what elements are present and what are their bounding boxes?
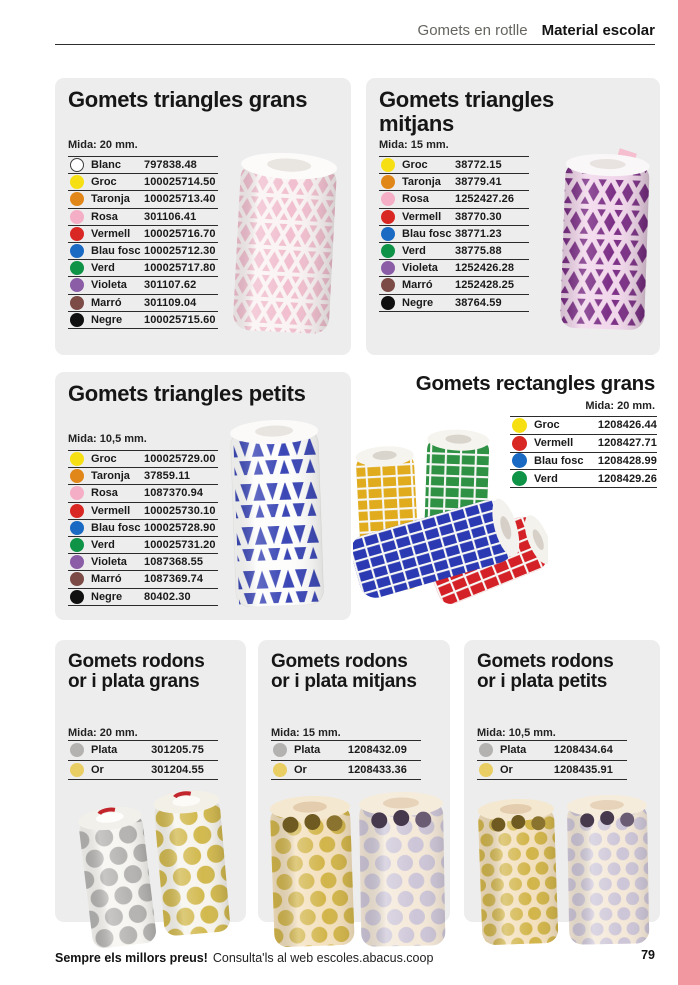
color-name: Vermell: [91, 227, 131, 240]
color-name: Negre: [91, 313, 123, 326]
product-code: 80402.30: [144, 590, 191, 603]
product-code: 38771.23: [455, 227, 502, 240]
color-name: Blau fosc: [91, 521, 141, 534]
product-card-rodons-mitjans: [258, 640, 450, 922]
product-title: Gomets rodons or i plata mitjans: [271, 651, 417, 693]
color-name: Taronja: [91, 470, 130, 483]
table-row: [68, 311, 218, 328]
product-card-triangles-mitjans: [366, 78, 660, 355]
color-swatch: [273, 763, 287, 777]
color-name: Plata: [91, 744, 118, 757]
breadcrumb: Gomets en rotlle: [417, 22, 528, 39]
product-card-rodons-grans: [55, 640, 246, 922]
color-swatch: [381, 261, 395, 275]
table-row: [68, 276, 218, 293]
product-size: Mida: 10,5 mm.: [68, 433, 147, 445]
spec-table: [271, 740, 421, 780]
product-code: 37859.11: [144, 470, 191, 483]
color-swatch: [70, 572, 84, 586]
table-row: [68, 156, 218, 173]
color-name: Verd: [91, 262, 115, 275]
table-row: [68, 173, 218, 190]
product-photo-rectangle-rolls: [353, 420, 548, 625]
table-row: [379, 259, 529, 276]
table-row: [68, 225, 218, 242]
product-size: Mida: 20 mm.: [68, 139, 138, 151]
product-size: Mida: 15 mm.: [271, 727, 341, 739]
color-swatch: [70, 210, 84, 224]
color-swatch: [70, 469, 84, 483]
table-row: [379, 208, 529, 225]
color-swatch: [70, 538, 84, 552]
color-swatch: [70, 313, 84, 327]
product-code: 1208426.44: [597, 419, 657, 432]
table-row: [68, 760, 218, 780]
table-row: [68, 190, 218, 207]
product-code: 1252427.26: [455, 193, 515, 206]
color-swatch: [381, 210, 395, 224]
product-code: 38770.30: [455, 210, 502, 223]
product-code: 1208432.09: [347, 744, 407, 757]
page-edge-accent-bar: [678, 0, 700, 985]
product-code: 1208429.26: [597, 472, 657, 485]
product-photo-blue-triangle-roll: [227, 414, 327, 619]
color-name: Marró: [91, 573, 122, 586]
table-row: [68, 242, 218, 259]
product-code: 1087368.55: [144, 556, 204, 569]
color-name: Vermell: [402, 210, 442, 223]
product-size: Mida: 20 mm.: [585, 400, 655, 412]
color-swatch: [479, 743, 493, 757]
color-swatch: [381, 175, 395, 189]
color-name: Taronja: [402, 176, 441, 189]
product-card-rodons-petits: [464, 640, 660, 922]
page-header: [418, 22, 655, 39]
table-row: [68, 294, 218, 311]
color-name: Groc: [402, 159, 428, 172]
color-swatch: [70, 175, 84, 189]
color-name: Blanc: [91, 159, 121, 172]
table-row: [68, 553, 218, 570]
color-swatch: [479, 763, 493, 777]
product-photo-gold-silver-rolls-small: [470, 786, 656, 955]
product-card-triangles-petits: [55, 372, 351, 620]
table-row: [68, 484, 218, 501]
product-code: 797838.48: [144, 159, 197, 172]
color-name: Violeta: [91, 556, 127, 569]
product-title: Gomets triangles mitjans: [379, 87, 554, 136]
color-name: Blau fosc: [402, 227, 452, 240]
table-row: [379, 276, 529, 293]
color-name: Marró: [91, 296, 122, 309]
color-swatch: [381, 158, 395, 172]
table-row: [68, 519, 218, 536]
product-code: 1087370.94: [144, 487, 204, 500]
table-row: [379, 242, 529, 259]
product-code: 1252428.25: [455, 279, 515, 292]
product-code: 38775.88: [455, 245, 502, 258]
color-swatch: [381, 192, 395, 206]
footer-promo-bold: Sempre els millors preus!: [55, 951, 208, 965]
product-code: 301107.62: [144, 279, 197, 292]
product-code: 1087369.74: [144, 573, 204, 586]
product-size: Mida: 20 mm.: [68, 727, 138, 739]
product-code: 1208434.64: [553, 744, 613, 757]
product-code: 1208427.71: [597, 437, 657, 450]
table-row: [379, 190, 529, 207]
product-title: Gomets triangles grans: [68, 87, 308, 112]
spec-table: [68, 156, 218, 329]
product-code: 100025713.40: [144, 193, 216, 206]
product-code: 100025731.20: [144, 539, 216, 552]
color-swatch: [381, 244, 395, 258]
color-swatch: [381, 227, 395, 241]
color-swatch: [70, 452, 84, 466]
product-photo-gold-silver-rolls: [262, 782, 450, 957]
product-code: 301106.41: [144, 210, 197, 223]
product-photo-silver-gold-rolls: [73, 786, 233, 957]
color-name: Vermell: [91, 504, 131, 517]
product-photo-purple-triangle-roll: [558, 147, 653, 342]
spec-table: [68, 740, 218, 780]
color-name: Groc: [534, 419, 560, 432]
product-card-triangles-grans: [55, 78, 351, 355]
color-name: Plata: [294, 744, 321, 757]
color-swatch: [70, 743, 84, 757]
table-row: [477, 760, 627, 780]
product-code: 38772.15: [455, 159, 502, 172]
product-title: Gomets rodons or i plata petits: [477, 651, 614, 693]
table-row: [68, 259, 218, 276]
table-row: [68, 502, 218, 519]
product-code: 100025729.00: [144, 453, 216, 466]
color-swatch: [273, 743, 287, 757]
color-name: Rosa: [91, 210, 118, 223]
color-swatch: [70, 296, 84, 310]
table-row: [68, 208, 218, 225]
color-swatch: [70, 278, 84, 292]
product-code: 1208435.91: [553, 763, 613, 776]
table-row: [379, 225, 529, 242]
color-name: Verd: [402, 245, 426, 258]
product-code: 100025716.70: [144, 227, 216, 240]
spec-table: [68, 450, 218, 606]
table-row: [68, 536, 218, 553]
table-row: [271, 760, 421, 780]
section-title: Material escolar: [541, 22, 655, 39]
table-row: [271, 740, 421, 760]
color-name: Rosa: [402, 193, 429, 206]
product-code: 100025714.50: [144, 176, 216, 189]
product-code: 100025717.80: [144, 262, 216, 275]
product-code: 1208428.99: [597, 454, 657, 467]
color-name: Marró: [402, 279, 433, 292]
color-name: Or: [294, 763, 307, 776]
table-row: [477, 740, 627, 760]
product-title: Gomets rodons or i plata grans: [68, 651, 205, 693]
color-swatch: [70, 227, 84, 241]
table-row: [379, 294, 529, 311]
product-code: 38764.59: [455, 296, 502, 309]
spec-table: [477, 740, 627, 780]
product-code: 100025712.30: [144, 245, 216, 258]
color-swatch: [70, 590, 84, 604]
product-code: 301205.75: [151, 744, 204, 757]
color-name: Plata: [500, 744, 527, 757]
color-name: Violeta: [91, 279, 127, 292]
product-code: 1208433.36: [347, 763, 407, 776]
table-row: [68, 467, 218, 484]
spec-table: [379, 156, 529, 312]
color-name: Vermell: [534, 437, 574, 450]
product-size: Mida: 10,5 mm.: [477, 727, 556, 739]
product-code: 100025730.10: [144, 504, 216, 517]
color-name: Blau fosc: [91, 245, 141, 258]
color-name: Verd: [534, 472, 558, 485]
color-swatch: [70, 192, 84, 206]
color-name: Or: [91, 763, 104, 776]
color-swatch: [70, 521, 84, 535]
color-swatch: [70, 244, 84, 258]
color-name: Taronja: [91, 193, 130, 206]
color-swatch: [70, 486, 84, 500]
product-code: 301204.55: [151, 763, 204, 776]
color-name: Groc: [91, 176, 117, 189]
color-name: Groc: [91, 453, 117, 466]
color-swatch: [70, 158, 84, 172]
color-swatch: [70, 504, 84, 518]
table-row: [68, 740, 218, 760]
product-code: 301109.04: [144, 296, 197, 309]
product-photo-pink-triangle-roll: [230, 144, 340, 344]
table-row: [68, 450, 218, 467]
color-name: Or: [500, 763, 513, 776]
product-title-rectangles-grans: Gomets rectangles grans: [415, 372, 655, 395]
color-name: Verd: [91, 539, 115, 552]
color-name: Blau fosc: [534, 454, 584, 467]
table-row: [68, 570, 218, 587]
color-name: Rosa: [91, 487, 118, 500]
color-swatch: [381, 296, 395, 310]
color-name: Violeta: [402, 262, 438, 275]
color-swatch: [70, 763, 84, 777]
color-name: Negre: [402, 296, 434, 309]
table-row: [68, 588, 218, 605]
color-swatch: [70, 555, 84, 569]
product-code: 100025715.60: [144, 313, 216, 326]
product-size: Mida: 15 mm.: [379, 139, 449, 151]
table-row: [379, 156, 529, 173]
footer-promo: [55, 951, 433, 965]
page-number: 79: [641, 948, 655, 962]
footer-promo-text: Consulta'ls al web escoles.abacus.coop: [212, 951, 434, 965]
color-swatch: [70, 261, 84, 275]
table-row: [379, 173, 529, 190]
product-code: 38779.41: [455, 176, 502, 189]
header-divider: [55, 44, 655, 45]
product-title: Gomets triangles petits: [68, 381, 306, 406]
product-code: 100025728.90: [144, 521, 216, 534]
color-name: Negre: [91, 590, 123, 603]
product-code: 1252426.28: [455, 262, 515, 275]
color-swatch: [381, 278, 395, 292]
